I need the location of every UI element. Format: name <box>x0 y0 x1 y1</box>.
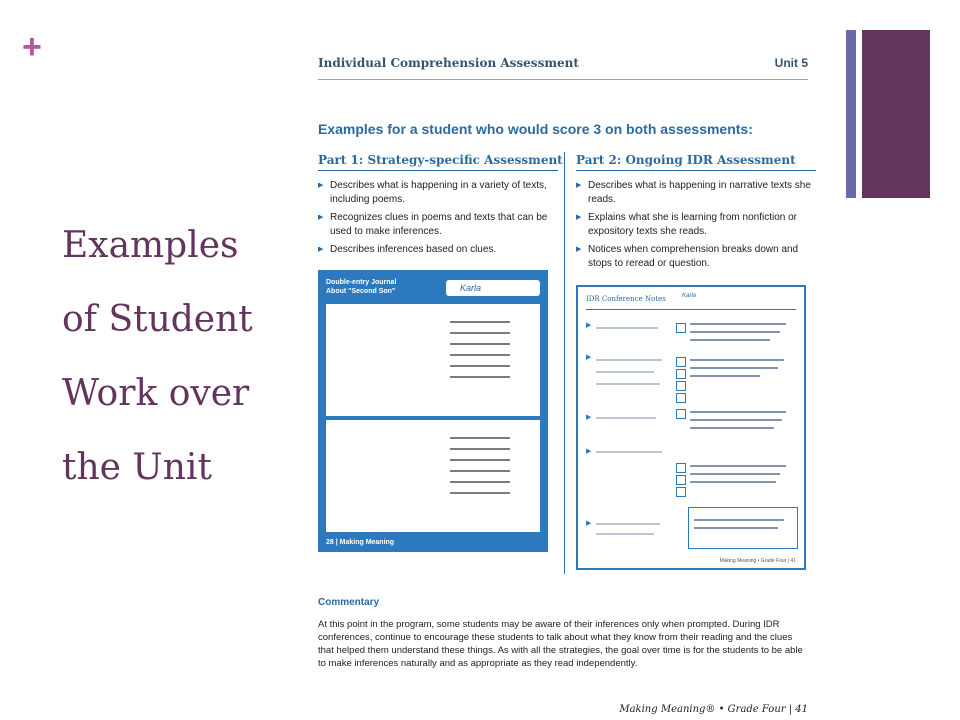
print-line <box>596 451 662 453</box>
assessment-document-image <box>300 40 830 720</box>
part1-title: Part 1: Strategy-specific Assessment <box>318 153 558 171</box>
idr-conference-notes-image <box>576 285 806 570</box>
journal-panel-what-i-inferred <box>326 420 540 532</box>
handwriting-line <box>690 473 780 475</box>
checkbox-icon <box>676 323 686 333</box>
doc-header <box>318 56 808 72</box>
accent-bar-thick <box>862 30 930 198</box>
part1-column <box>318 153 563 261</box>
doc-title: Examples for a student who would score 3 on both assessments: <box>318 121 753 137</box>
handwriting-line <box>690 481 776 483</box>
list-item: ▶ Describes inferences based on clues. <box>318 243 558 257</box>
doc-header-title: Individual Comprehension Assessment <box>318 56 579 70</box>
heading-line: Work over <box>62 373 250 414</box>
handwriting-lines <box>450 428 510 523</box>
part2-column <box>576 153 816 275</box>
handwriting-line <box>690 331 780 333</box>
slide-heading <box>62 215 292 511</box>
triangle-icon: ▶ <box>586 354 592 361</box>
handwriting-line <box>690 419 782 421</box>
checkbox-icon <box>676 475 686 485</box>
journal-student-name: Karla <box>446 280 540 296</box>
print-line <box>596 383 660 385</box>
handwriting-line <box>690 465 786 467</box>
list-item: ▶ Notices when comprehension breaks down and stops to reread or question. <box>576 243 816 271</box>
column-divider <box>564 152 565 574</box>
handwriting-line <box>690 427 774 429</box>
handwriting-line <box>690 375 760 377</box>
doc-header-rule <box>318 79 808 80</box>
handwriting-line <box>690 339 770 341</box>
checkbox-icon <box>676 369 686 379</box>
journal-panel-what-i-read <box>326 304 540 416</box>
print-line <box>596 533 654 535</box>
checkbox-icon <box>676 463 686 473</box>
commentary-title: Commentary <box>318 597 380 608</box>
handwriting-line <box>694 519 784 521</box>
print-line <box>596 371 654 373</box>
commentary-section <box>318 597 808 670</box>
journal-title: Double-entry Journal About "Second Son" <box>326 279 397 295</box>
checkbox-icon <box>676 357 686 367</box>
print-line <box>596 359 662 361</box>
idr-student-name: Karla <box>682 293 697 299</box>
double-entry-journal-image <box>318 270 548 552</box>
list-item: ▶ Describes what is happening in a variety of texts, including poems. <box>318 179 558 207</box>
part2-bullets <box>576 179 816 271</box>
part1-bullets <box>318 179 558 257</box>
accent-bar-thin <box>846 30 856 198</box>
divider <box>586 309 796 310</box>
idr-title: IDR Conference Notes <box>586 295 666 303</box>
triangle-icon: ▶ <box>586 414 592 421</box>
idr-footer: Making Meaning • Grade Four | 41 <box>719 558 796 564</box>
checkbox-icon <box>676 381 686 391</box>
print-line <box>596 417 656 419</box>
handwriting-lines <box>450 312 510 407</box>
part2-title: Part 2: Ongoing IDR Assessment <box>576 153 816 171</box>
list-item: ▶ Explains what she is learning from nonfiction or expository texts she reads. <box>576 211 816 239</box>
heading-line: Examples <box>62 225 239 266</box>
plus-icon: + <box>22 28 42 66</box>
handwriting-line <box>690 323 786 325</box>
doc-footer: Making Meaning® • Grade Four | 41 <box>619 704 808 715</box>
triangle-icon: ▶ <box>586 448 592 455</box>
checkbox-icon <box>676 487 686 497</box>
list-item: ▶ Recognizes clues in poems and texts that can be used to make inferences. <box>318 211 558 239</box>
list-item: ▶ Describes what is happening in narrative texts she reads. <box>576 179 816 207</box>
checkbox-icon <box>676 393 686 403</box>
doc-header-unit: Unit 5 <box>774 56 808 70</box>
handwriting-line <box>690 359 784 361</box>
handwriting-line <box>694 527 778 529</box>
handwriting-line <box>690 411 786 413</box>
triangle-icon: ▶ <box>586 322 592 329</box>
print-line <box>596 523 660 525</box>
heading-line: the Unit <box>62 447 212 488</box>
triangle-icon: ▶ <box>586 520 592 527</box>
checkbox-icon <box>676 409 686 419</box>
handwriting-line <box>690 367 778 369</box>
commentary-text: At this point in the program, some students may be aware of their inferences only when prompted. During IDR conferences, continue to encourage these students to talk about what they know from their reading and the clues that helped them understand these things. As with all the strategies, the goal over time is for the students to be able to make inferences naturally and as appropriate as they read independently. <box>318 619 803 669</box>
journal-footer: 28 | Making Meaning <box>326 539 395 546</box>
heading-line: of Student <box>62 299 253 340</box>
print-line <box>596 327 658 329</box>
